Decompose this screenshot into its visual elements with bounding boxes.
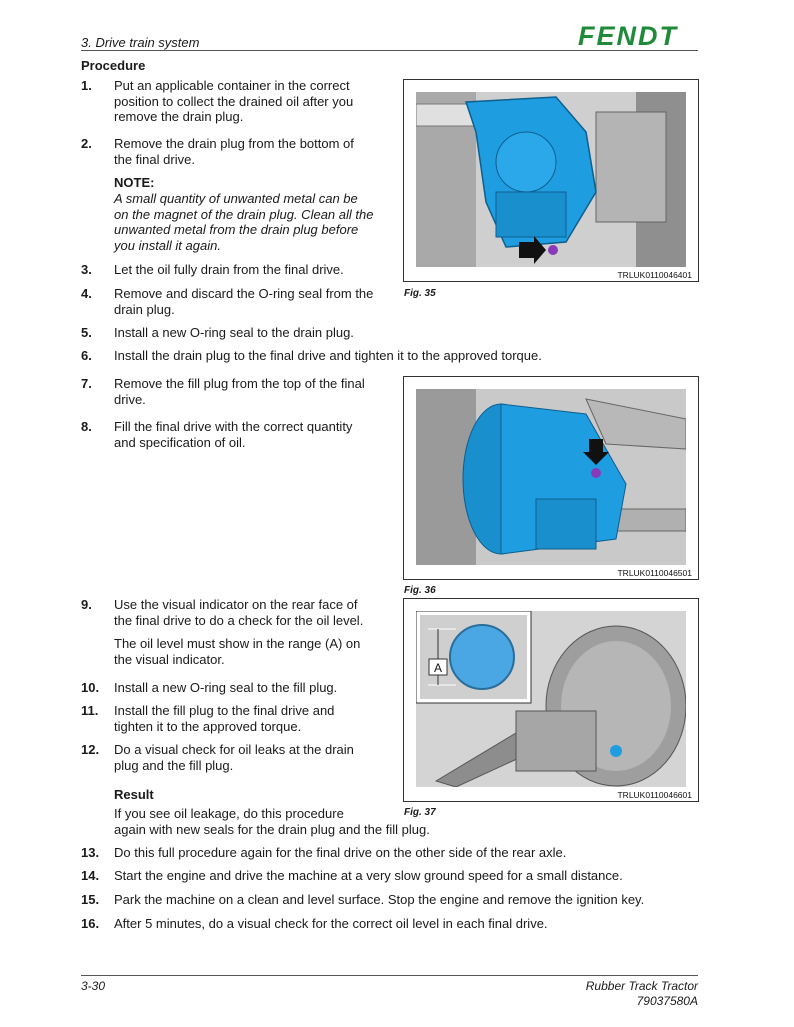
figure-37-code: TRLUK0110046601 <box>617 790 692 800</box>
oil-level-indicator-illustration <box>416 611 686 787</box>
level-range-label: A <box>433 661 443 675</box>
step-2-text: Remove the drain plug from the bottom of the final drive. <box>114 136 354 167</box>
step-number: 11. <box>81 703 99 718</box>
footer-title <box>586 979 698 1009</box>
step-15-text: Park the machine on a clean and level surface. Stop the engine and remove the ignition key. <box>114 892 645 907</box>
procedure-heading: Procedure <box>81 58 146 73</box>
step-number: 3. <box>81 262 92 277</box>
note-title: NOTE: <box>114 175 155 190</box>
step-4-text: Remove and discard the O-ring seal from the drain plug. <box>114 286 374 317</box>
step-number: 10. <box>81 680 100 695</box>
fendt-logo <box>558 21 698 49</box>
step-number: 6. <box>81 348 92 363</box>
step-8-text: Fill the final drive with the correct quantity and specification of oil. <box>114 419 353 450</box>
figure-37-caption: Fig. 37 <box>404 807 436 818</box>
section-title: 3. Drive train system <box>81 35 200 50</box>
figure-36-image <box>416 389 686 565</box>
step-7-text: Remove the fill plug from the top of the final drive. <box>114 376 365 407</box>
brand-wordmark: FENDT <box>578 21 678 49</box>
step-number: 1. <box>81 78 92 93</box>
step-number: 12. <box>81 742 100 757</box>
figure-35-caption: Fig. 35 <box>404 288 436 299</box>
figure-35 <box>403 79 699 282</box>
step-number: 5. <box>81 325 92 340</box>
figure-36-caption: Fig. 36 <box>404 585 436 596</box>
step-number: 7. <box>81 376 92 391</box>
step-6-text: Install the drain plug to the final drive and tighten it to the approved torque. <box>114 348 542 363</box>
figure-37 <box>403 598 699 802</box>
step-9-note: The oil level must show in the range (A) on the visual indicator. <box>114 636 361 667</box>
footer-divider <box>81 975 698 976</box>
final-drive-illustration <box>416 92 686 267</box>
step-16-text: After 5 minutes, do a visual check for the correct oil level in each final drive. <box>114 916 548 931</box>
manual-title: Rubber Track Tractor <box>585 979 698 993</box>
result-text: If you see oil leakage, do this procedure again with new seals for the drain plug and the fill plug. <box>114 806 430 837</box>
figure-36-code: TRLUK0110046501 <box>617 568 692 578</box>
step-1-text: Put an applicable container in the correct position to collect the drained oil after you remove the drain plug. <box>114 78 354 124</box>
step-13-text: Do this full procedure again for the final drive on the other side of the rear axle. <box>114 845 567 860</box>
figure-35-code: TRLUK0110046401 <box>617 270 692 280</box>
header-divider <box>81 50 698 51</box>
step-number: 4. <box>81 286 92 301</box>
step-5-text: Install a new O-ring seal to the drain plug. <box>114 325 354 340</box>
figure-36 <box>403 376 699 580</box>
fill-plug-illustration <box>416 389 686 565</box>
step-9-text: Use the visual indicator on the rear face of the final drive to do a check for the oil level. <box>114 597 364 628</box>
step-12-text: Do a visual check for oil leaks at the drain plug and the fill plug. <box>114 742 354 773</box>
step-3-text: Let the oil fully drain from the final drive. <box>114 262 344 277</box>
step-number: 13. <box>81 845 100 860</box>
figure-35-image <box>416 92 686 267</box>
step-10-text: Install a new O-ring seal to the fill plug. <box>114 680 338 695</box>
step-number: 14. <box>81 868 100 883</box>
document-number: 79037580A <box>636 994 698 1008</box>
step-11-text: Install the fill plug to the final drive and tighten it to the approved torque. <box>114 703 335 734</box>
step-number: 16. <box>81 916 100 931</box>
figure-37-image <box>416 611 686 787</box>
step-number: 9. <box>81 597 92 612</box>
step-14-text: Start the engine and drive the machine at a very slow ground speed for a small distance. <box>114 868 623 883</box>
result-heading: Result <box>114 787 154 802</box>
note-text: A small quantity of unwanted metal can be on the magnet of the drain plug. Clean all the unwanted metal from the drain plug before you install it again. <box>114 191 374 253</box>
step-number: 2. <box>81 136 92 151</box>
step-number: 15. <box>81 892 100 907</box>
page-number: 3-30 <box>81 979 106 993</box>
step-number: 8. <box>81 419 92 434</box>
